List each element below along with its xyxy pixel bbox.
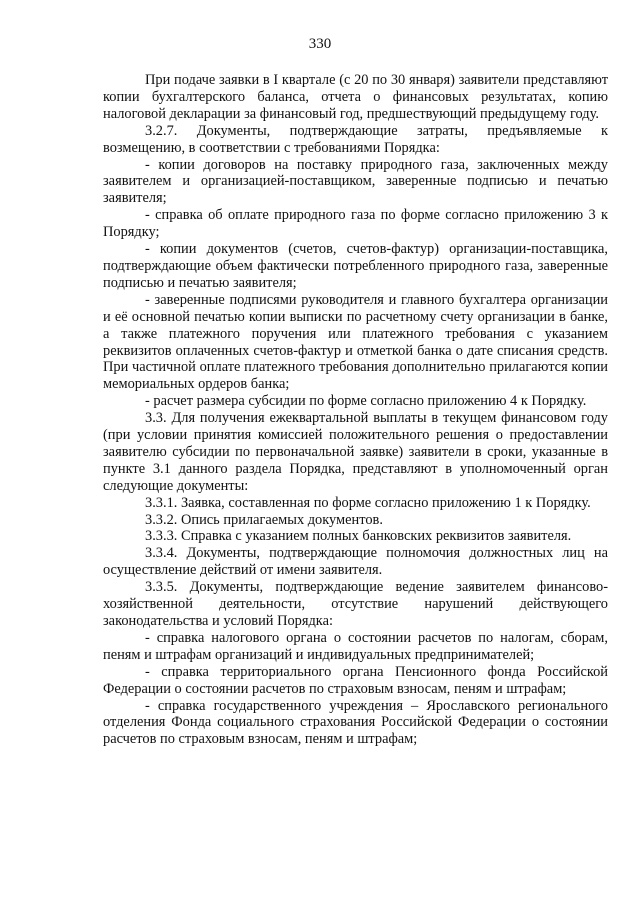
document-body	[103, 72, 608, 748]
list-item-bank-statements: - заверенные подписями руководителя и главного бухгалтера организации и её основной печатью копии выписки по расчетному счету организации в банке, а также платежного поручения или платежного требования с указанием реквизитов оплаченных счетов-фактур и отметкой банка о дате списания средств. При частичной оплате платежного требования дополнительно прилагаются копии мемориальных ордеров банка;	[103, 291, 608, 393]
paragraph-3-2-7: 3.2.7. Документы, подтверждающие затраты, предъявляемые к возмещению, в соответствии с требованиями Порядка:	[103, 122, 608, 156]
list-item-gas-payment-certificate: - справка об оплате природного газа по форме согласно приложению 3 к Порядку;	[103, 207, 608, 241]
list-item-supplier-invoices: - копии документов (счетов, счетов-фактур) организации-поставщика, подтверждающие объем фактически потребленного природного газа, заверенные подписью и печатью заявителя;	[103, 241, 608, 291]
list-item-pension-fund-certificate: - справка территориального органа Пенсионного фонда Российской Федерации о состоянии расчетов по страховым взносам, пеням и штрафам;	[103, 663, 608, 697]
page-number: 330	[308, 36, 332, 52]
paragraph-3-3-4: 3.3.4. Документы, подтверждающие полномочия должностных лиц на осуществление действий от имени заявителя.	[103, 545, 608, 579]
paragraph-3-3-3: 3.3.3. Справка с указанием полных банковских реквизитов заявителя.	[145, 528, 572, 545]
paragraph-3-3-5: 3.3.5. Документы, подтверждающие ведение заявителем финансово-хозяйственной деятельности, отсутствие нарушений действующего законодательства и условий Порядка:	[103, 579, 608, 629]
paragraph-3-3-1: 3.3.1. Заявка, составленная по форме согласно приложению 1 к Порядку.	[145, 494, 591, 511]
paragraph-annual-reports: При подаче заявки в I квартале (с 20 по 30 января) заявители представляют копии бухгалтерского баланса, отчета о финансовых результатах, копию налоговой декларации за финансовый год, предшествующий предыдущему году.	[103, 72, 608, 122]
list-item-subsidy-calculation: - расчет размера субсидии по форме согласно приложению 4 к Порядку.	[145, 393, 587, 410]
list-item-gas-contracts: - копии договоров на поставку природного газа, заключенных между заявителем и организацией-поставщиком, заверенные подписью и печатью заявителя;	[103, 156, 608, 207]
paragraph-3-3-2: 3.3.2. Опись прилагаемых документов.	[145, 511, 383, 528]
paragraph-3-3: 3.3. Для получения ежеквартальной выплаты в текущем финансовом году (при условии принятия комиссией положительного решения о предоставлении заявителю субсидии по первоначальной заявке) заявители в сроки, указанные в пункте 3.1 данного раздела Порядка, представляют в уполномоченный орган следующие документы:	[103, 410, 608, 494]
list-item-tax-certificate: - справка налогового органа о состоянии расчетов по налогам, сборам, пеням и штрафам организаций и индивидуальных предпринимателей;	[103, 629, 608, 663]
list-item-social-insurance-certificate: - справка государственного учреждения – Ярославского регионального отделения Фонда социального страхования Российской Федерации о состоянии расчетов по страховым взносам, пеням и штрафам;	[103, 697, 608, 748]
